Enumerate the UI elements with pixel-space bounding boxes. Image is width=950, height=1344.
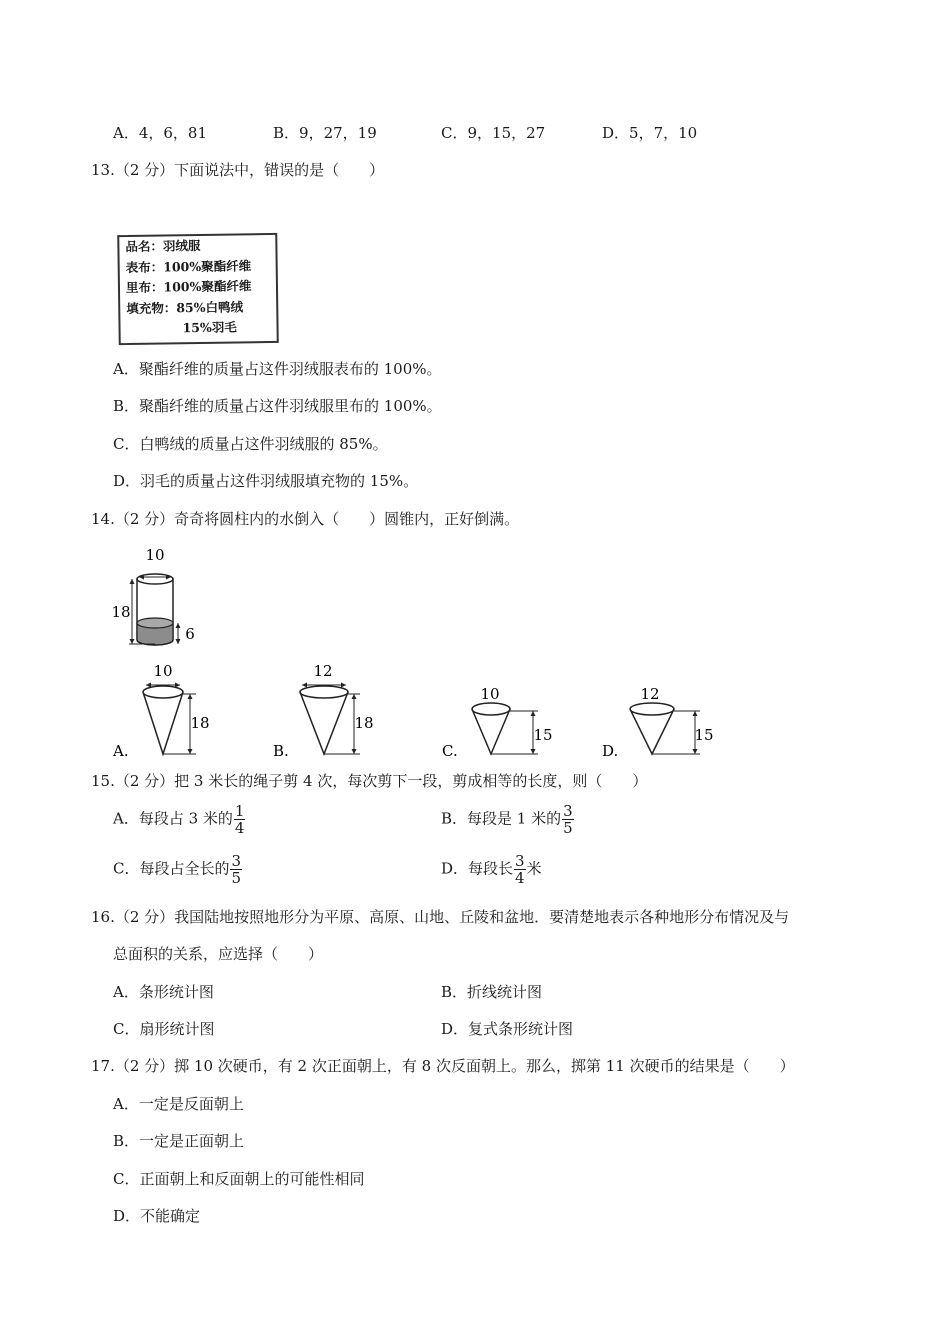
cylinder-figure [105,543,205,653]
cone-option-b [270,658,380,760]
option-text: A．每段占 3 米的 [113,809,233,828]
q12-option-a: A．4，6，81 [113,124,208,142]
q12-option-d: D．5，7，10 [602,124,698,142]
cone-option-d [600,680,720,760]
q16-option-c: C．扇形统计图 [113,1020,215,1038]
fraction [562,803,574,836]
option-text: B．每段是 1 米的 [441,809,562,828]
q14-stem: 14.（2 分）奇奇将圆柱内的水倒入（ ）圆锥内，正好倒满。 [91,510,520,528]
q13-option-a: A．聚酯纤维的质量占这件羽绒服表布的 100%。 [113,360,442,378]
q15-option-b [441,803,575,836]
cone-diameter-label: 12 [313,662,333,680]
cone-option-c [440,680,560,760]
option-letter: C. [442,742,458,760]
q17-option-a: A．一定是反面朝上 [113,1095,244,1113]
q16-option-a: A．条形统计图 [113,983,214,1001]
numerator: 3 [231,852,242,870]
q12-option-b: B．9，27，19 [273,124,377,142]
q16-stem-line1: 16.（2 分）我国陆地按照地形分为平原、高原、山地、丘陵和盆地．要清楚地表示各种地形分布情况及与 [91,908,790,926]
cylinder-height-label: 18 [111,603,131,621]
denominator: 4 [234,819,245,837]
numerator: 3 [515,852,525,870]
option-letter: D. [602,742,619,760]
label-line: 里布：100%聚酯纤维 [125,278,252,296]
q16-stem-line2: 总面积的关系，应选择（ ） [113,945,324,963]
option-suffix: 米 [526,859,542,878]
cylinder-water-label: 6 [185,625,195,643]
cone-height-label: 18 [190,714,210,732]
q17-option-b: B．一定是正面朝上 [113,1132,245,1150]
q15-option-d [441,853,542,886]
q13-option-b: B．聚酯纤维的质量占这件羽绒服里布的 100%。 [113,397,442,415]
q13-option-d: D．羽毛的质量占这件羽绒服填充物的 15%。 [113,472,419,490]
cone-diameter-label: 12 [640,685,660,703]
clothing-label-image [117,233,279,345]
fraction [230,853,242,886]
label-line: 品名：羽绒服 [125,237,201,255]
cone-diameter-label: 10 [153,662,173,680]
denominator: 5 [563,819,573,837]
label-line: 填充物：85%白鸭绒 [126,298,244,316]
q13-option-c: C．白鸭绒的质量占这件羽绒服的 85%。 [113,435,388,453]
fraction [234,803,246,836]
q17-option-d: D．不能确定 [113,1207,201,1225]
q17-stem: 17.（2 分）掷 10 次硬币，有 2 次正面朝上，有 8 次反面朝上。那么，掷第 11 次硬币的结果是（ ） [91,1057,795,1075]
option-text: D．每段长 [441,859,514,878]
label-line: 15%羽毛 [182,319,237,336]
q16-option-d: D．复式条形统计图 [441,1020,574,1038]
option-text: C．每段占全长的 [113,859,230,878]
numerator: 1 [234,802,245,820]
cone-option-a [110,658,220,760]
q13-stem: 13.（2 分）下面说法中，错误的是（ ） [91,161,385,179]
cone-height-label: 15 [694,726,714,744]
cylinder-diameter-label: 10 [145,546,165,564]
cone-diameter-label: 10 [480,685,500,703]
fraction [514,853,526,886]
q15-option-a [113,803,246,836]
q17-option-c: C．正面朝上和反面朝上的可能性相同 [113,1170,365,1188]
option-letter: B. [273,742,289,760]
denominator: 4 [515,869,525,887]
q16-option-b: B．折线统计图 [441,983,543,1001]
cone-height-label: 18 [354,714,374,732]
q15-stem: 15.（2 分）把 3 米长的绳子剪 4 次，每次剪下一段，剪成相等的长度，则（ ） [91,772,648,790]
option-letter: A. [113,742,129,760]
label-line: 表布：100%聚酯纤维 [125,257,252,275]
q15-option-c [113,853,243,886]
q12-option-c: C．9，15，27 [441,124,546,142]
numerator: 3 [563,802,573,820]
denominator: 5 [231,869,242,887]
cone-height-label: 15 [533,726,553,744]
